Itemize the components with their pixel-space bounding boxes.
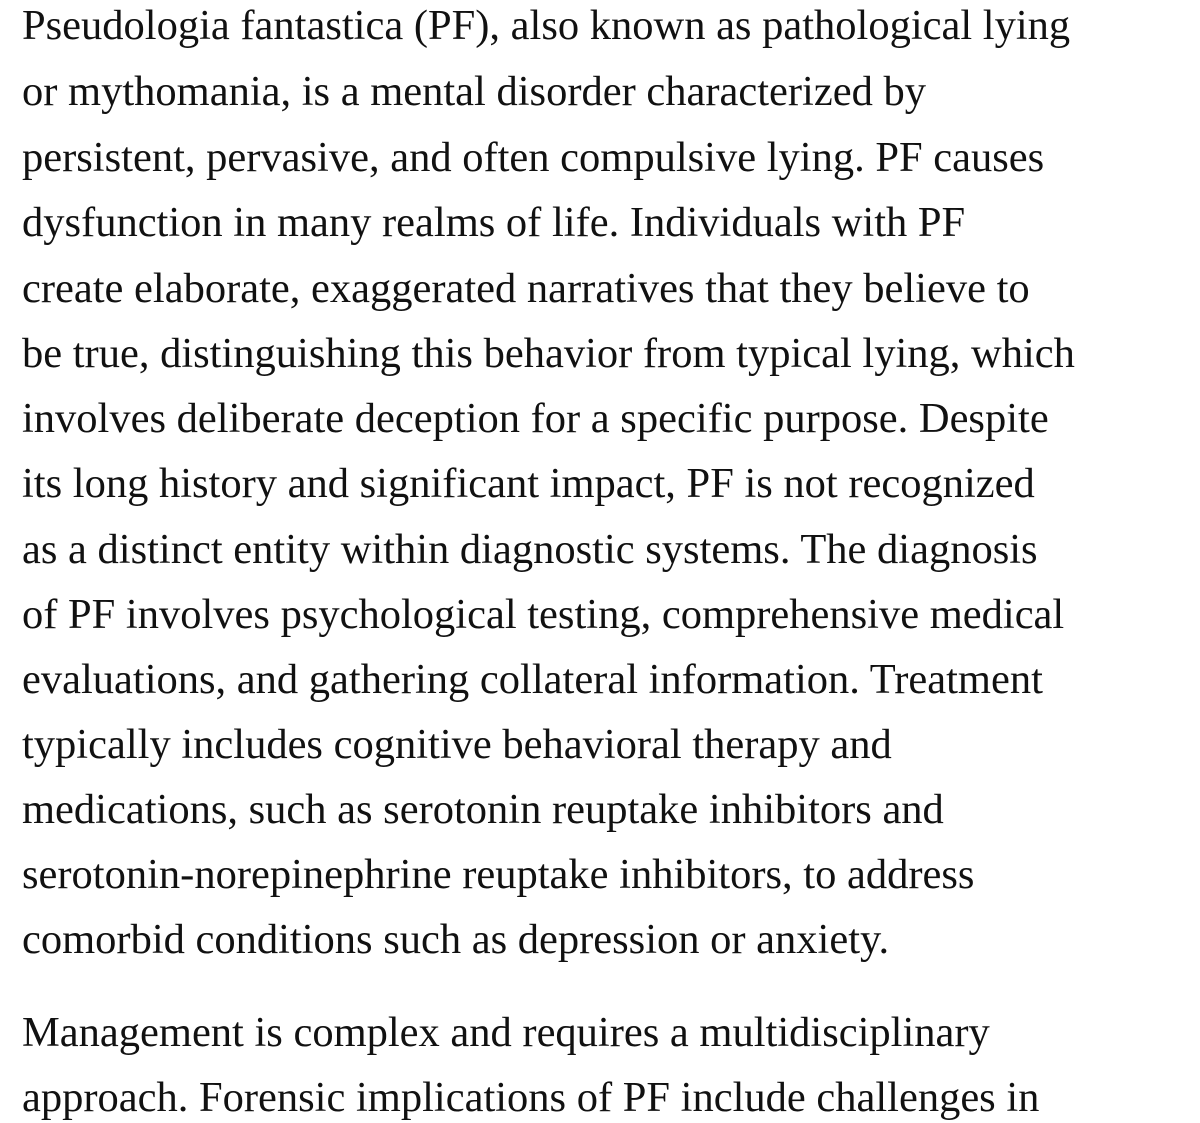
paragraph-line: comorbid conditions such as depression or anxiety. bbox=[22, 916, 890, 963]
paragraph-line: persistent, pervasive, and often compulsive lying. PF causes bbox=[22, 134, 1045, 181]
paragraph-line: typically includes cognitive behavioral therapy and bbox=[22, 721, 892, 768]
paragraph-line: Pseudologia fantastica (PF), also known as pathological lying bbox=[22, 2, 1071, 49]
paragraph-line: approach. Forensic implications of PF include challenges in bbox=[22, 1074, 1040, 1121]
paragraph-line: or mythomania, is a mental disorder characterized by bbox=[22, 68, 926, 115]
paragraph-line: Management is complex and requires a multidisciplinary bbox=[22, 1009, 990, 1056]
paragraph-line: be true, distinguishing this behavior from typical lying, which bbox=[22, 330, 1075, 377]
paragraph-line: as a distinct entity within diagnostic systems. The diagnosis bbox=[22, 526, 1038, 573]
paragraph-line: involves deliberate deception for a specific purpose. Despite bbox=[22, 395, 1049, 442]
paragraph-line: of PF involves psychological testing, comprehensive medical bbox=[22, 591, 1065, 638]
paragraph-line: medications, such as serotonin reuptake inhibitors and bbox=[22, 786, 944, 833]
paragraph-line: create elaborate, exaggerated narratives that they believe to bbox=[22, 265, 1030, 312]
paragraph-line: dysfunction in many realms of life. Individuals with PF bbox=[22, 199, 966, 246]
paragraph-line: evaluations, and gathering collateral information. Treatment bbox=[22, 656, 1043, 703]
paragraph-line: serotonin-norepinephrine reuptake inhibitors, to address bbox=[22, 851, 975, 898]
paragraph-line: its long history and significant impact, PF is not recognized bbox=[22, 460, 1035, 507]
